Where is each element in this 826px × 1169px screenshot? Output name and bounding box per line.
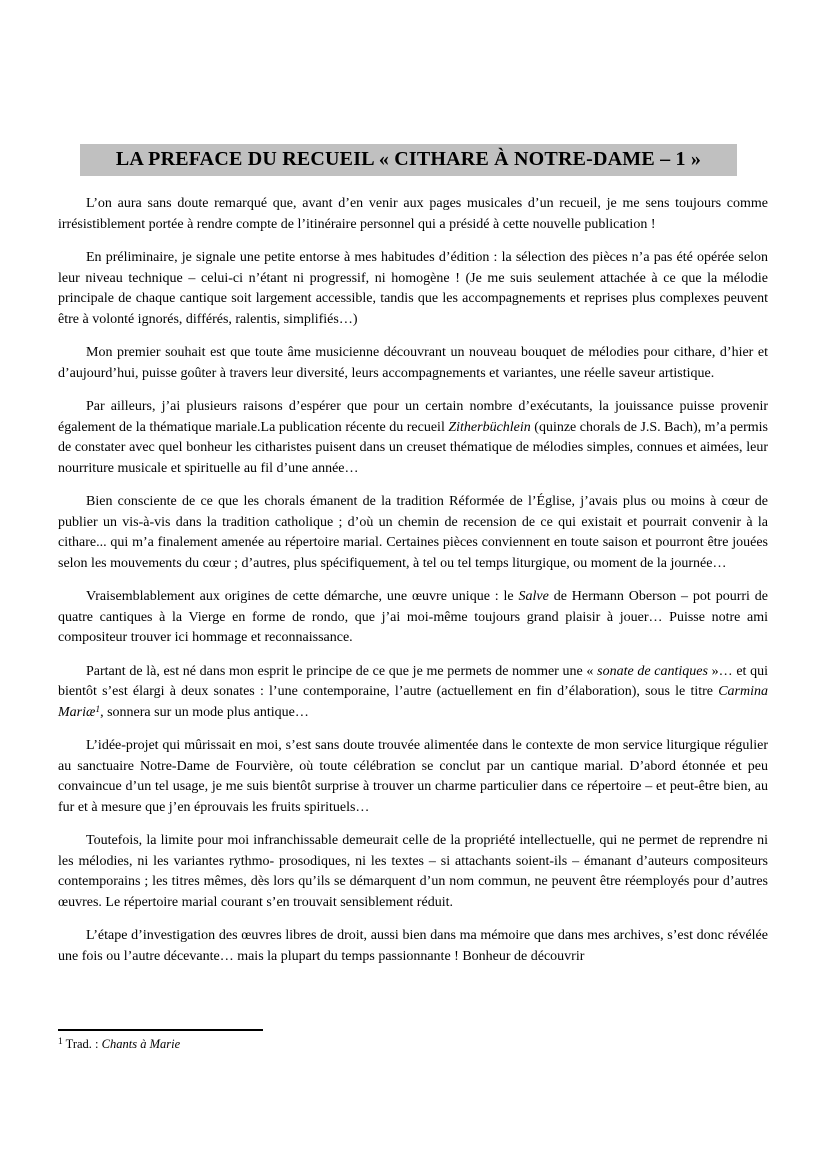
text-run: Salve (518, 589, 549, 604)
text-run: L’idée-projet qui mûrissait en moi, s’est sans doute trouvée alimentée dans le contexte de mon service liturgique régulier au sanctuaire Notre-Dame de Fourvière, où toute célébration se conclut par un cantique marial. D’abord étonnée et peu convaincue d’un tel usage, je me suis bientôt surprise à trouver un charme particulier dans ce répertoire – et peut-être bien, au fur et à mesure que j’en éprouvais les fruits spirituels… (58, 738, 768, 815)
paragraph (58, 492, 768, 574)
text-run: Trad. : (62, 1037, 102, 1051)
paragraph (58, 587, 768, 649)
text-run: Zitherbüchlein (448, 419, 531, 435)
paragraph (58, 248, 768, 330)
footnote (58, 1036, 768, 1053)
footnote-reference: 1 (95, 704, 101, 715)
text-run: Chants à Marie (101, 1037, 181, 1051)
text-run: (quinze chorals de J.S. Bach), m’a permis de constater avec quel bonheur les citharistes puisent dans un creuset thématique de mélodies simples, connues et aimées, leur nourriture musicale et spirituelle au fil d’une année… (58, 419, 768, 476)
text-run: sonate de cantiques (597, 663, 708, 679)
text-run: L’étape d’investigation des œuvres libres de droit, aussi bien dans ma mémoire que dans mes archives, s’est donc révélée une fois ou l’autre décevante… mais la plupart du temps passionnante ! Bonheur de découvrir (58, 928, 768, 964)
paragraph (58, 926, 768, 967)
document-body (58, 194, 768, 980)
text-run: de Hermann Oberson – pot pourri de quatre cantiques à la Vierge en forme de rondo, que j’ai moi-même toujours grand plaisir à jouer… Puisse notre ami compositeur trouver ici hommage et reconnaissance. (58, 589, 768, 645)
text-run: Carmina Mariæ (58, 684, 768, 720)
text-run: »… et qui bientôt s’est élargi à deux sonates : l’une contemporaine, l’autre (actuellement en fin d’élaboration), sous le titre (58, 663, 768, 699)
text-run: Bien consciente de ce que les chorals émanent de la tradition Réformée de l’Église, j’avais plus ou moins à cœur de publier un vis-à-vis dans la tradition catholique ; d’où un chemin de recension de ce qui existait et pourrait convenir à la cithare... qui m’a finalement amenée au répertoire marial. Certaines pièces conviennent en toute saison et pourront être jouées selon les mouvements du cœur ; d’autres, plus spécifiquement, à tel ou tel temps liturgique, ou moment de la journée… (58, 494, 768, 571)
footnote-reference: 1 (58, 1037, 63, 1047)
text-run: Mon premier souhait est que toute âme musicienne découvrant un nouveau bouquet de mélodies pour cithare, d’hier et d’aujourd’hui, puisse goûter à travers leur diversité, leurs accompagnements et variantes, une réelle saveur artistique. (58, 345, 768, 381)
text-run: Vraisemblablement aux origines de cette démarche, une œuvre unique : le (86, 589, 519, 604)
paragraph (58, 343, 768, 384)
text-run: En préliminaire, je signale une petite entorse à mes habitudes d’édition : la sélection des pièces n’a pas été opérée selon leur niveau technique – celui-ci n’étant ni progressif, ni homogène ! (Je me suis seulement attachée à ce que la mélodie principale de chaque cantique soit largement accessible, tandis que les accompagnements et reprises plus complexes peuvent être à volonté ignorés, différés, ralentis, simplifiés…) (58, 250, 768, 327)
paragraph (58, 662, 768, 724)
paragraph (58, 194, 768, 235)
text-run: , sonnera sur un mode plus antique… (100, 704, 309, 720)
text-run: Par ailleurs, j’ai plusieurs raisons d’espérer que pour un certain nombre d’exécutants, la jouissance puisse provenir également de la thématique mariale.La publication récente du recueil (58, 399, 768, 435)
text-run: L’on aura sans doute remarqué que, avant d’en venir aux pages musicales d’un recueil, je me sens toujours comme irrésistiblement portée à rendre compte de l’itinéraire personnel qui a présidé à cette nouvelle publication ! (58, 196, 768, 232)
text-run: Toutefois, la limite pour moi infranchissable demeurait celle de la propriété intellectuelle, qui ne permet de reprendre ni les mélodies, ni les variantes rythmo- prosodiques, ni les textes – si attachants soient-ils – émanant d’auteurs compositeurs contemporains ; les titres mêmes, dès lors qu’ils se démarquent d’un nom commun, ne peuvent être réemployés pour d’autres œuvres. Le répertoire marial courant s’en trouvait sensiblement réduit. (58, 833, 768, 910)
paragraph (58, 831, 768, 913)
document-title: LA PREFACE DU RECUEIL « CITHARE À NOTRE-DAME – 1 » (80, 144, 737, 176)
paragraph (58, 736, 768, 818)
footnote-separator (58, 1029, 263, 1031)
text-run: Partant de là, est né dans mon esprit le principe de ce que je me permets de nommer une « (86, 663, 598, 679)
paragraph (58, 397, 768, 479)
